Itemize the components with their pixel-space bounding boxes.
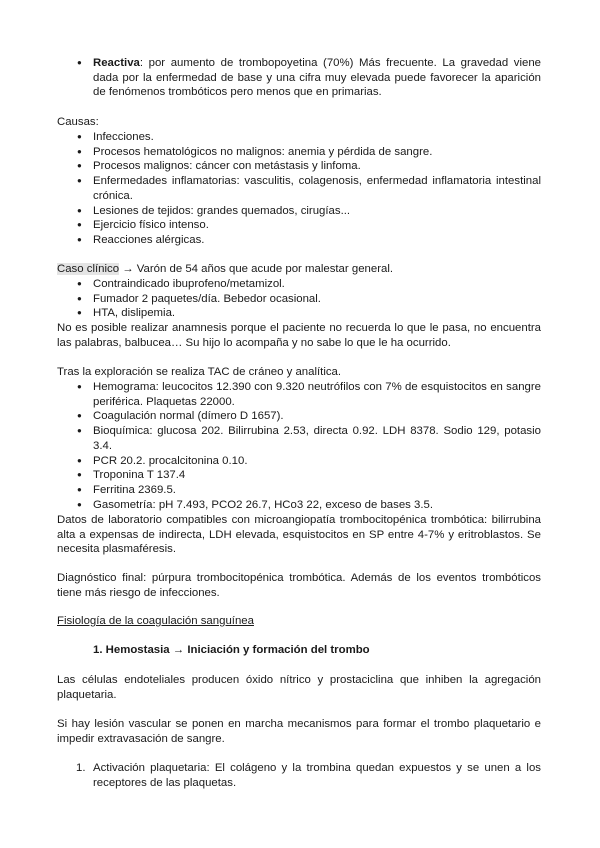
datos-laboratorio-paragraph: Datos de laboratorio compatibles con microangiopatía trombocitopénica trombótica: bilirrubina alta a expensas de indirecta, LDH elevada, esquistocitos en SP entre 4-7% y eritroblastos. Se necesita plasmaféresis. <box>57 514 541 556</box>
fisiologia-title: Fisiología de la coagulación sanguínea <box>57 615 254 627</box>
anamnesis-paragraph: No es posible realizar anamnesis porque el paciente no recuerda lo que le pasa, no encuentra las palabras, balbucea… Su hijo lo acompaña y no sabe lo que le ha ocurrido. <box>57 322 541 349</box>
hemostasia-heading: 1. Hemostasia → Iniciación y formación del trombo <box>93 644 370 656</box>
list-item: ● Ejercicio físico intenso. <box>57 218 541 233</box>
causas-title: Causas: <box>57 116 99 128</box>
reactiva-term: Reactiva <box>93 57 140 69</box>
list-item: ● Troponina T 137.4 <box>57 468 541 483</box>
list-item <box>57 56 541 100</box>
list-item: ● Procesos hematológicos no malignos: anemia y pérdida de sangre. <box>57 145 541 160</box>
list-item: ● Ferritina 2369.5. <box>57 483 541 498</box>
lesion-vascular-paragraph: Si hay lesión vascular se ponen en marcha mecanismos para formar el trombo plaquetario e impedir extravasación de sangre. <box>57 718 541 745</box>
exploracion-list <box>57 380 541 512</box>
list-item: ● Hemograma: leucocitos 12.390 con 9.320 neutrófilos con 7% de esquistocitos en sangre periférica. Plaquetas 22000. <box>57 380 541 409</box>
list-item: ● PCR 20.2. procalcitonina 0.10. <box>57 454 541 469</box>
list-item: ● Fumador 2 paquetes/día. Bebedor ocasional. <box>57 292 541 307</box>
list-item: ● Procesos malignos: cáncer con metástasis y linfoma. <box>57 159 541 174</box>
list-item: ● Lesiones de tejidos: grandes quemados, cirugías... <box>57 204 541 219</box>
list-item: ● Bioquímica: glucosa 202. Bilirrubina 2.53, directa 0.92. LDH 8378. Sodio 129, potasio 3.4. <box>57 424 541 453</box>
list-item: ● Contraindicado ibuprofeno/metamizol. <box>57 277 541 292</box>
activacion-list <box>57 761 541 790</box>
list-item: ● HTA, dislipemia. <box>57 306 541 321</box>
list-item <box>57 761 541 790</box>
diagnostico-paragraph: Diagnóstico final: púrpura trombocitopénica trombótica. Además de los eventos trombóticos tiene más riesgo de infecciones. <box>57 572 541 599</box>
list-item: ● Coagulación normal (dímero D 1657). <box>57 409 541 424</box>
reactiva-text: : por aumento de trombopoyetina (70%) Más frecuente. La gravedad viene dada por la enfermedad de base y una cifra muy elevada puede favorecer la aparición de fenómenos trombóticos pero menos que en primarias. <box>93 57 541 99</box>
caso-clinico-intro: → Varón de 54 años que acude por malestar general. <box>119 263 394 275</box>
list-item: ● Infecciones. <box>57 130 541 145</box>
list-item-text: Activación plaquetaria: El colágeno y la trombina quedan expuestos y se unen a los receptores de las plaquetas. <box>93 762 541 789</box>
exploracion-intro: Tras la exploración se realiza TAC de cráneo y analítica. <box>57 366 342 378</box>
endotelio-paragraph: Las células endoteliales producen óxido nítrico y prostaciclina que inhiben la agregación plaquetaria. <box>57 674 541 701</box>
caso-clinico-line <box>57 262 541 277</box>
causas-list <box>57 130 541 248</box>
reactiva-list <box>57 56 541 100</box>
caso-clinico-label: Caso clínico <box>57 263 120 275</box>
caso-list <box>57 277 541 321</box>
list-item: ● Reacciones alérgicas. <box>57 233 541 248</box>
list-item: ● Gasometría: pH 7.493, PCO2 26.7, HCo3 22, exceso de bases 3.5. <box>57 498 541 513</box>
list-item: ● Enfermedades inflamatorias: vasculitis, colagenosis, enfermedad inflamatoria intestinal crónica. <box>57 174 541 203</box>
list-number: 1. <box>76 762 86 774</box>
